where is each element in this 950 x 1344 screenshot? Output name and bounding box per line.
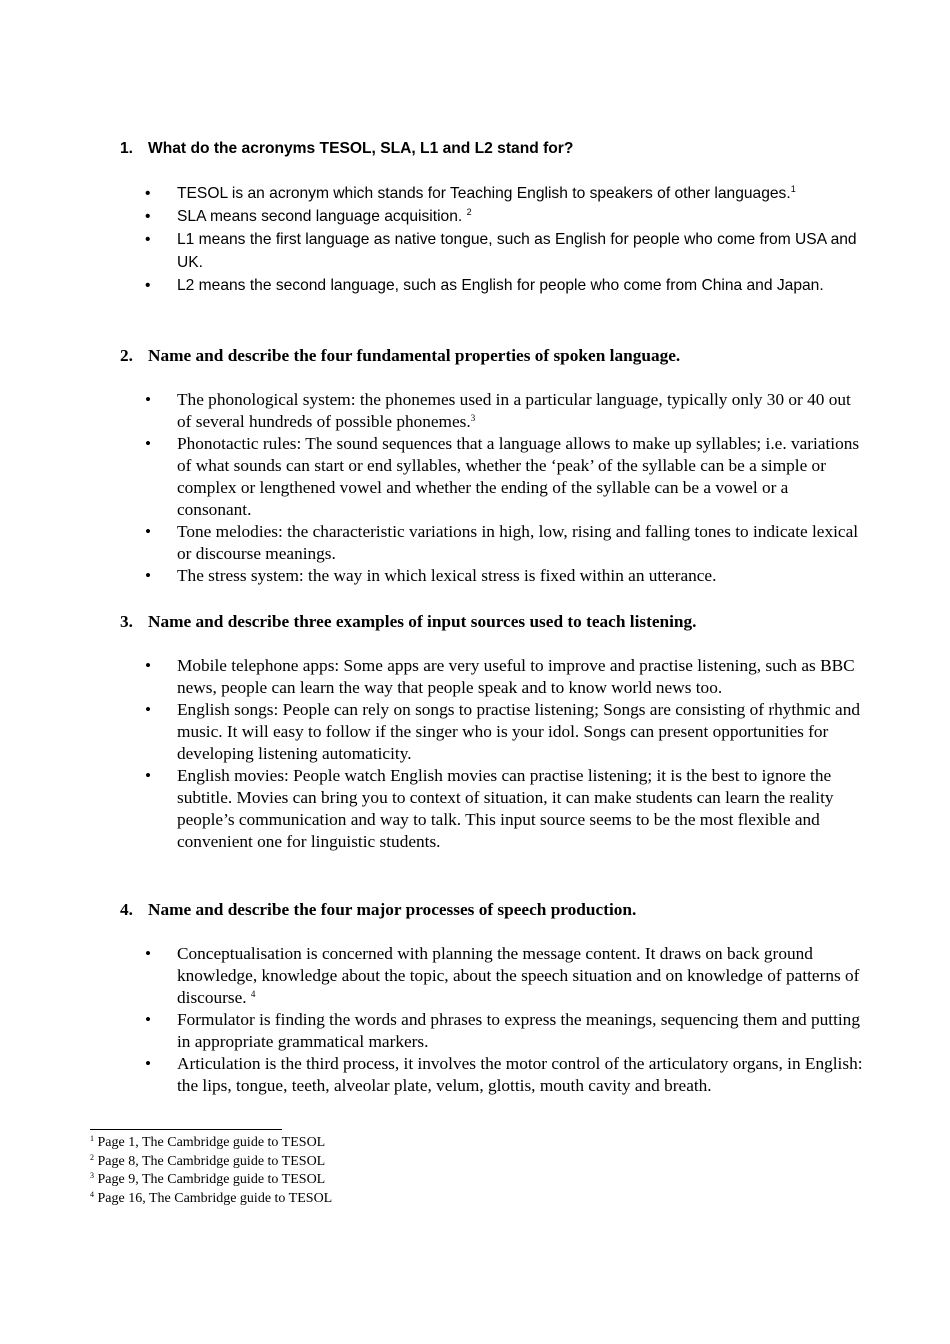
bullet-icon: • [145, 185, 151, 202]
question-title: Name and describe the four major processes of speech production. [148, 900, 637, 919]
bullet-icon: • [145, 656, 152, 675]
item-text: Tone melodies: the characteristic variations in high, low, rising and falling tones to indicate lexical or discourse meanings. [177, 522, 859, 563]
question-4 [120, 899, 865, 1097]
bullet-icon: • [145, 434, 152, 453]
footnote [90, 1134, 332, 1153]
bullet-icon: • [145, 566, 152, 585]
list-item [120, 565, 865, 587]
footnote-ref[interactable]: 4 [250, 989, 256, 999]
bullet-icon: • [145, 766, 152, 785]
answer-list [120, 389, 865, 587]
bullet-icon: • [145, 277, 151, 294]
item-text: TESOL is an acronym which stands for Teaching English to speakers of other languages. [177, 185, 791, 202]
footnote [90, 1190, 332, 1209]
question-number: 4. [120, 900, 133, 919]
question-title: Name and describe the four fundamental properties of spoken language. [148, 346, 681, 365]
item-text: The phonological system: the phonemes used in a particular language, typically only 30 or 40 out of several hundreds of possible phonemes. [177, 390, 851, 431]
question-title: Name and describe three examples of input sources used to teach listening. [148, 612, 697, 631]
question-heading [120, 611, 865, 633]
question-heading [120, 345, 865, 367]
footnote-text: Page 8, The Cambridge guide to TESOL [97, 1153, 326, 1169]
item-text: English songs: People can rely on songs to practise listening; Songs are consisting of rhythmic and music. It will easy to follow if the singer who is your idol. Songs can present opportunities for developing listening automaticity. [177, 700, 860, 763]
question-title: What do the acronyms TESOL, SLA, L1 and L2 stand for? [148, 140, 574, 157]
item-text: Mobile telephone apps: Some apps are very useful to improve and practise listening, such as BBC news, people can learn the way that people speak and to know world news too. [177, 656, 855, 697]
question-heading [120, 137, 865, 160]
list-item [120, 228, 865, 274]
list-item [120, 433, 865, 521]
footnote [90, 1153, 332, 1172]
footnote-mark: 4 [90, 1189, 94, 1199]
list-item [120, 1053, 865, 1097]
list-item [120, 274, 865, 297]
footnote-mark: 2 [90, 1152, 94, 1162]
question-1 [120, 137, 865, 297]
question-heading [120, 899, 865, 921]
footnote-text: Page 9, The Cambridge guide to TESOL [97, 1172, 326, 1187]
item-text: L1 means the first language as native tongue, such as English for people who come from USA and UK. [177, 231, 857, 271]
footnote-mark: 1 [90, 1134, 94, 1143]
question-3 [120, 611, 865, 853]
bullet-icon: • [145, 208, 151, 225]
footnote-separator [90, 1129, 282, 1130]
answer-list [120, 655, 865, 853]
question-number: 3. [120, 612, 133, 631]
list-item [120, 699, 865, 765]
footnote-text: Page 1, The Cambridge guide to TESOL [97, 1135, 326, 1150]
item-text: English movies: People watch English movies can practise listening; it is the best to ignore the subtitle. Movies can bring you to context of situation, it can make students can learn the reality people’s communication and way to talk. This input source seems to be the most flexible and convenient one for linguistic students. [177, 766, 834, 851]
footnote-mark: 3 [90, 1171, 94, 1180]
bullet-icon: • [145, 944, 152, 963]
footnote-ref[interactable]: 1 [790, 184, 796, 194]
question-2 [120, 345, 865, 587]
list-item [120, 765, 865, 853]
answer-list [120, 943, 865, 1097]
bullet-icon: • [145, 390, 152, 409]
footnote-ref[interactable]: 2 [466, 207, 472, 217]
item-text: SLA means second language acquisition. [177, 208, 467, 225]
item-text: Phonotactic rules: The sound sequences that a language allows to make up syllables; i.e. variations of what sounds can start or end syllables, whether the ‘peak’ of the syllable can be a simple or complex or lengthened vowel and whether the ending of the syllable can be a vowel or a consonant. [177, 434, 860, 519]
item-text: Formulator is finding the words and phrases to express the meanings, sequencing them and putting in appropriate grammatical markers. [177, 1010, 860, 1051]
footnote-ref[interactable]: 3 [470, 413, 476, 423]
list-item [120, 943, 865, 1009]
item-text: The stress system: the way in which lexical stress is fixed within an utterance. [177, 566, 717, 585]
question-number: 1. [120, 140, 134, 157]
list-item [120, 655, 865, 699]
answer-list [120, 182, 865, 297]
item-text: L2 means the second language, such as English for people who come from China and Japan. [177, 277, 824, 294]
item-text: Articulation is the third process, it involves the motor control of the articulatory organs, in English: the lips, tongue, teeth, alveolar plate, velum, glottis, mouth cavity and breath. [177, 1054, 863, 1095]
list-item [120, 205, 865, 228]
bullet-icon: • [145, 522, 152, 541]
footnote [90, 1171, 332, 1190]
question-number: 2. [120, 346, 133, 365]
footnotes [90, 1134, 332, 1208]
bullet-icon: • [145, 231, 151, 248]
footnote-text: Page 16, The Cambridge guide to TESOL [97, 1190, 333, 1206]
bullet-icon: • [145, 1010, 152, 1029]
list-item [120, 182, 865, 205]
list-item [120, 1009, 865, 1053]
bullet-icon: • [145, 1054, 152, 1073]
list-item [120, 389, 865, 433]
list-item [120, 521, 865, 565]
item-text: Conceptualisation is concerned with planning the message content. It draws on back ground knowledge, knowledge about the topic, about the speech situation and on knowledge of patterns of discourse. [177, 944, 860, 1007]
bullet-icon: • [145, 700, 152, 719]
